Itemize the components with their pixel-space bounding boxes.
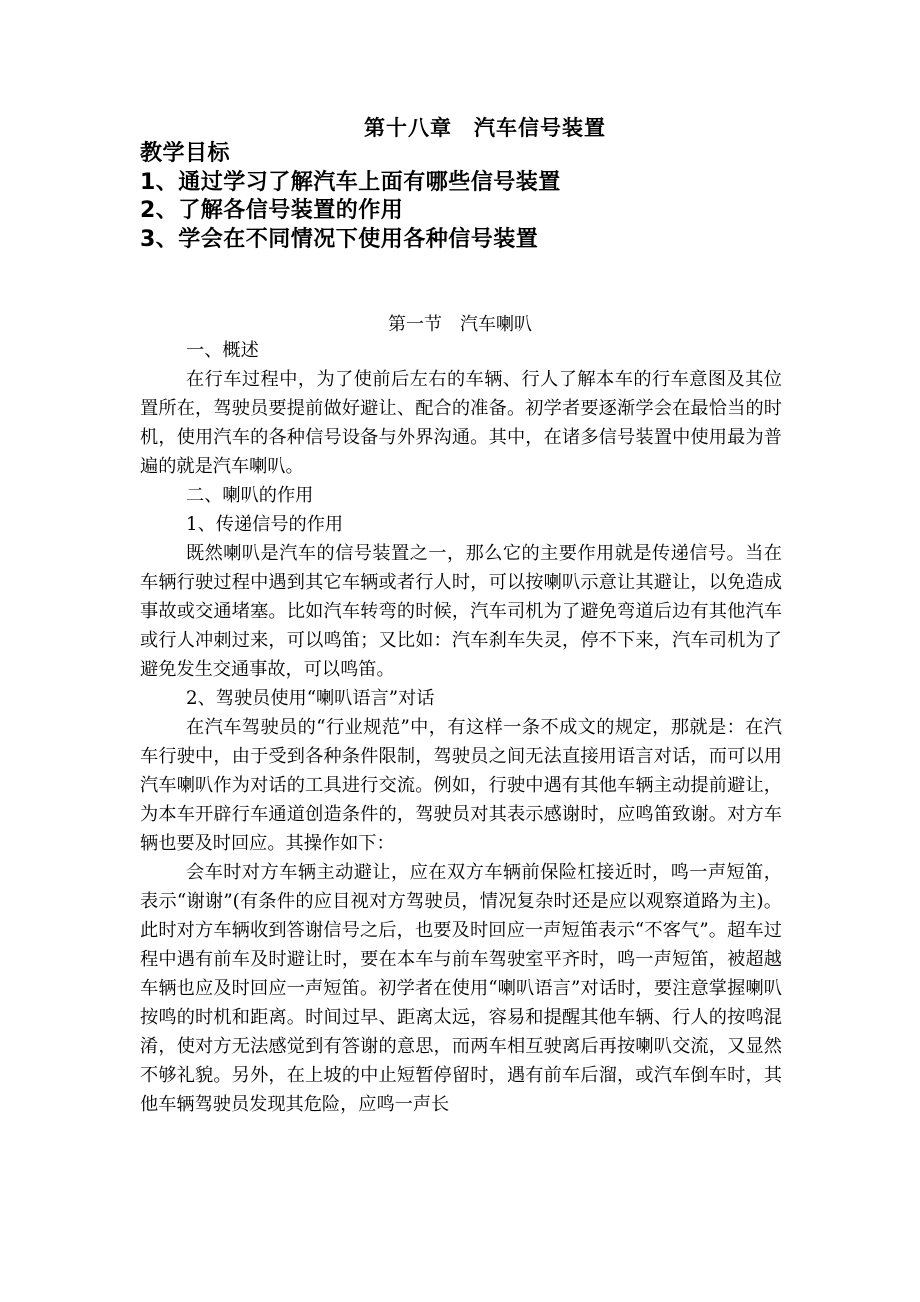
subheading-horn-language: 2、驾驶员使用“喇叭语言”对话 xyxy=(186,688,435,709)
objectives-heading: 教学目标 xyxy=(140,141,231,166)
teaching-objectives xyxy=(140,140,840,254)
section-title: 第一节 汽车喇叭 xyxy=(388,314,532,335)
paragraph: 会车时对方车辆主动避让，应在双方车辆前保险杠接近时，鸣一声短笛，表示“谢谢”(有条件的应目视对方驾驶员，情况复杂时还是应以观察道路为主)。此时对方车辆收到答谢信号之后，也要及时回应一声短笛表示“不客气”。超车过程中遇有前车及时避让时，要在本车与前车驾驶室平齐时，鸣一声短笛，被超越车辆也应及时回应一声短笛。初学者在使用“喇叭语言”对话时，要注意掌握喇叭按鸣的时机和距离。时间过早、距离太远，容易和提醒其他车辆、行人的按鸣混淆，使对方无法感觉到有答谢的意思，而两车相互驶离后再按喇叭交流，又显然不够礼貌。另外，在上坡的中止短暂停留时，遇有前车后溜，或汽车倒车时，其他车辆驾驶员发现其危险，应鸣一声长 xyxy=(140,862,782,1115)
paragraph: 在行车过程中，为了使前后左右的车辆、行人了解本车的行车意图及其位置所在，驾驶员要提前做好避让、配合的准备。初学者要逐渐学会在最恰当的时机，使用汽车的各种信号设备与外界沟通。其中，在诸多信号装置中使用最为普遍的就是汽车喇叭。 xyxy=(140,369,782,477)
subheading-overview: 一、概述 xyxy=(186,340,259,361)
paragraph: 既然喇叭是汽车的信号装置之一，那么它的主要作用就是传递信号。当在车辆行驶过程中遇到其它车辆或者行人时，可以按喇叭示意让其避让，以免造成事故或交通堵塞。比如汽车转弯的时候，汽车司机为了避免弯道后边有其他汽车或行人冲刺过来，可以鸣笛；又比如：汽车刹车失灵，停不下来，汽车司机为了避免发生交通事故，可以鸣笛。 xyxy=(140,543,782,680)
paragraph: 在汽车驾驶员的“行业规范”中，有这样一条不成文的规定，那就是：在汽车行驶中，由于受到各种条件限制，驾驶员之间无法直接用语言对话，而可以用汽车喇叭作为对话的工具进行交流。例如，行驶中遇有其他车辆主动提前避让，为本车开辟行车通道创造条件的，驾驶员对其表示感谢时，应鸣笛致谢。对方车辆也要及时回应。其操作如下： xyxy=(140,717,782,854)
subheading-signal-transmission: 1、传递信号的作用 xyxy=(186,514,344,535)
body-text xyxy=(140,336,782,1119)
subheading-horn-functions: 二、喇叭的作用 xyxy=(186,485,314,506)
chapter-title: 第十八章 汽车信号装置 xyxy=(364,116,606,140)
objective-item: 3、学会在不同情况下使用各种信号装置 xyxy=(140,226,539,252)
objective-item: 2、了解各信号装置的作用 xyxy=(140,198,404,223)
objective-item: 1、通过学习了解汽车上面有哪些信号装置 xyxy=(140,169,561,195)
